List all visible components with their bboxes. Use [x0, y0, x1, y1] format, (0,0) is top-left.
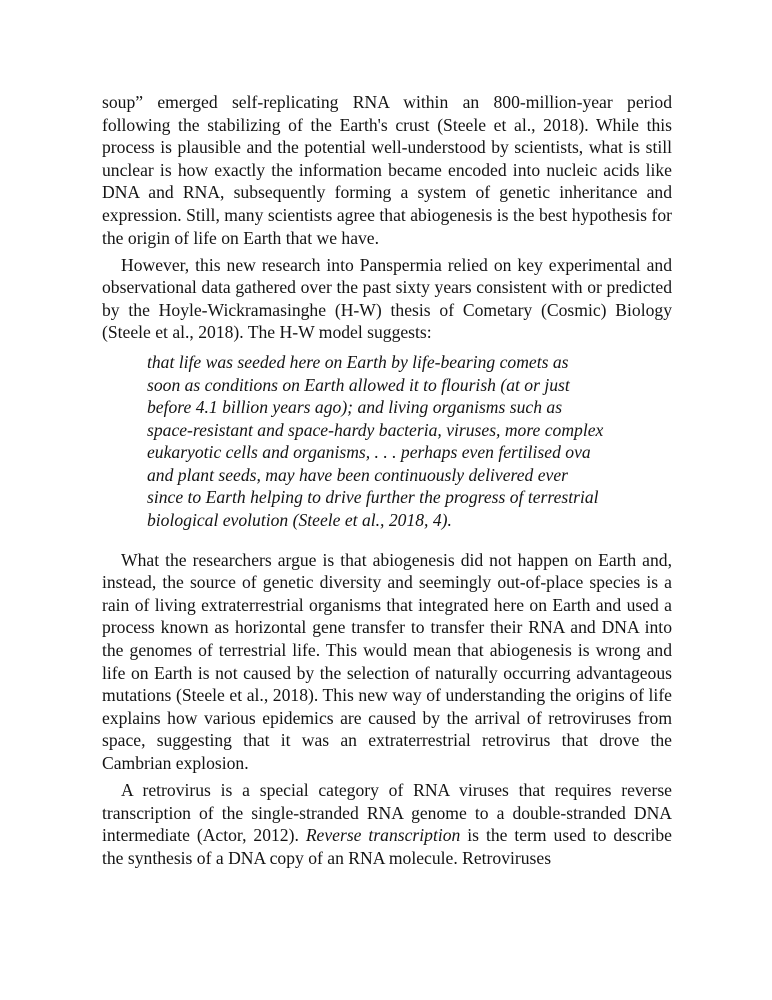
paragraph-retrovirus-definition	[102, 779, 672, 869]
block-quote-hw-model: that life was seeded here on Earth by life-bearing comets as soon as conditions on Earth allowed it to flourish (at or just before 4.1 billion years ago); and living organisms such as space-resistant and space-hardy bacteria, viruses, more complex eukaryotic cells and organisms, . . . perhaps even fertilised ova and plant seeds, may have been continuously delivered ever since to Earth helping to drive further the progress of terrestrial biological evolution (Steele et al., 2018, 4).	[147, 351, 604, 531]
paragraph-researchers-argument: What the researchers argue is that abiogenesis did not happen on Earth and, instead, the source of genetic diversity and seemingly out-of-place species is a rain of living extraterrestrial organisms that integrated here on Earth and used a process known as horizontal gene transfer to transfer their RNA and DNA into the genomes of terrestrial life. This would mean that abiogenesis is wrong and life on Earth is not caused by the selection of naturally occurring advantageous mutations (Steele et al., 2018). This new way of understanding the origins of life explains how various epidemics are caused by the arrival of retroviruses from space, suggesting that it was an extraterrestrial retrovirus that drove the Cambrian explosion.	[102, 549, 672, 774]
paragraph-panspermia-research: However, this new research into Panspermia relied on key experimental and observational data gathered over the past sixty years consistent with or predicted by the Hoyle-Wickramasinghe (H-W) thesis of Cometary (Cosmic) Biology (Steele et al., 2018). The H-W model suggests:	[102, 254, 672, 343]
document-page	[102, 91, 672, 869]
retrovirus-text-start: A retrovirus is a special category of RNA viruses that requires reverse transcription of the single-stranded RNA genome to a double-stranded DNA intermediate (Actor, 2012).	[102, 780, 672, 846]
retrovirus-text-end: is the term used to describe the synthesis of a DNA copy of an RNA molecule. Retroviruses	[102, 825, 672, 868]
paragraph-primordial-soup: soup” emerged self-replicating RNA within an 800-million-year period following the stabilizing of the Earth's crust (Steele et al., 2018). While this process is plausible and the potential well-understood by scientists, what is still unclear is how exactly the information became encoded into nucleic acids like DNA and RNA, subsequently forming a system of genetic inheritance and expression. Still, many scientists agree that abiogenesis is the best hypothesis for the origin of life on Earth that we have.	[102, 92, 672, 248]
reverse-transcription-term: Reverse transcription	[305, 825, 461, 846]
